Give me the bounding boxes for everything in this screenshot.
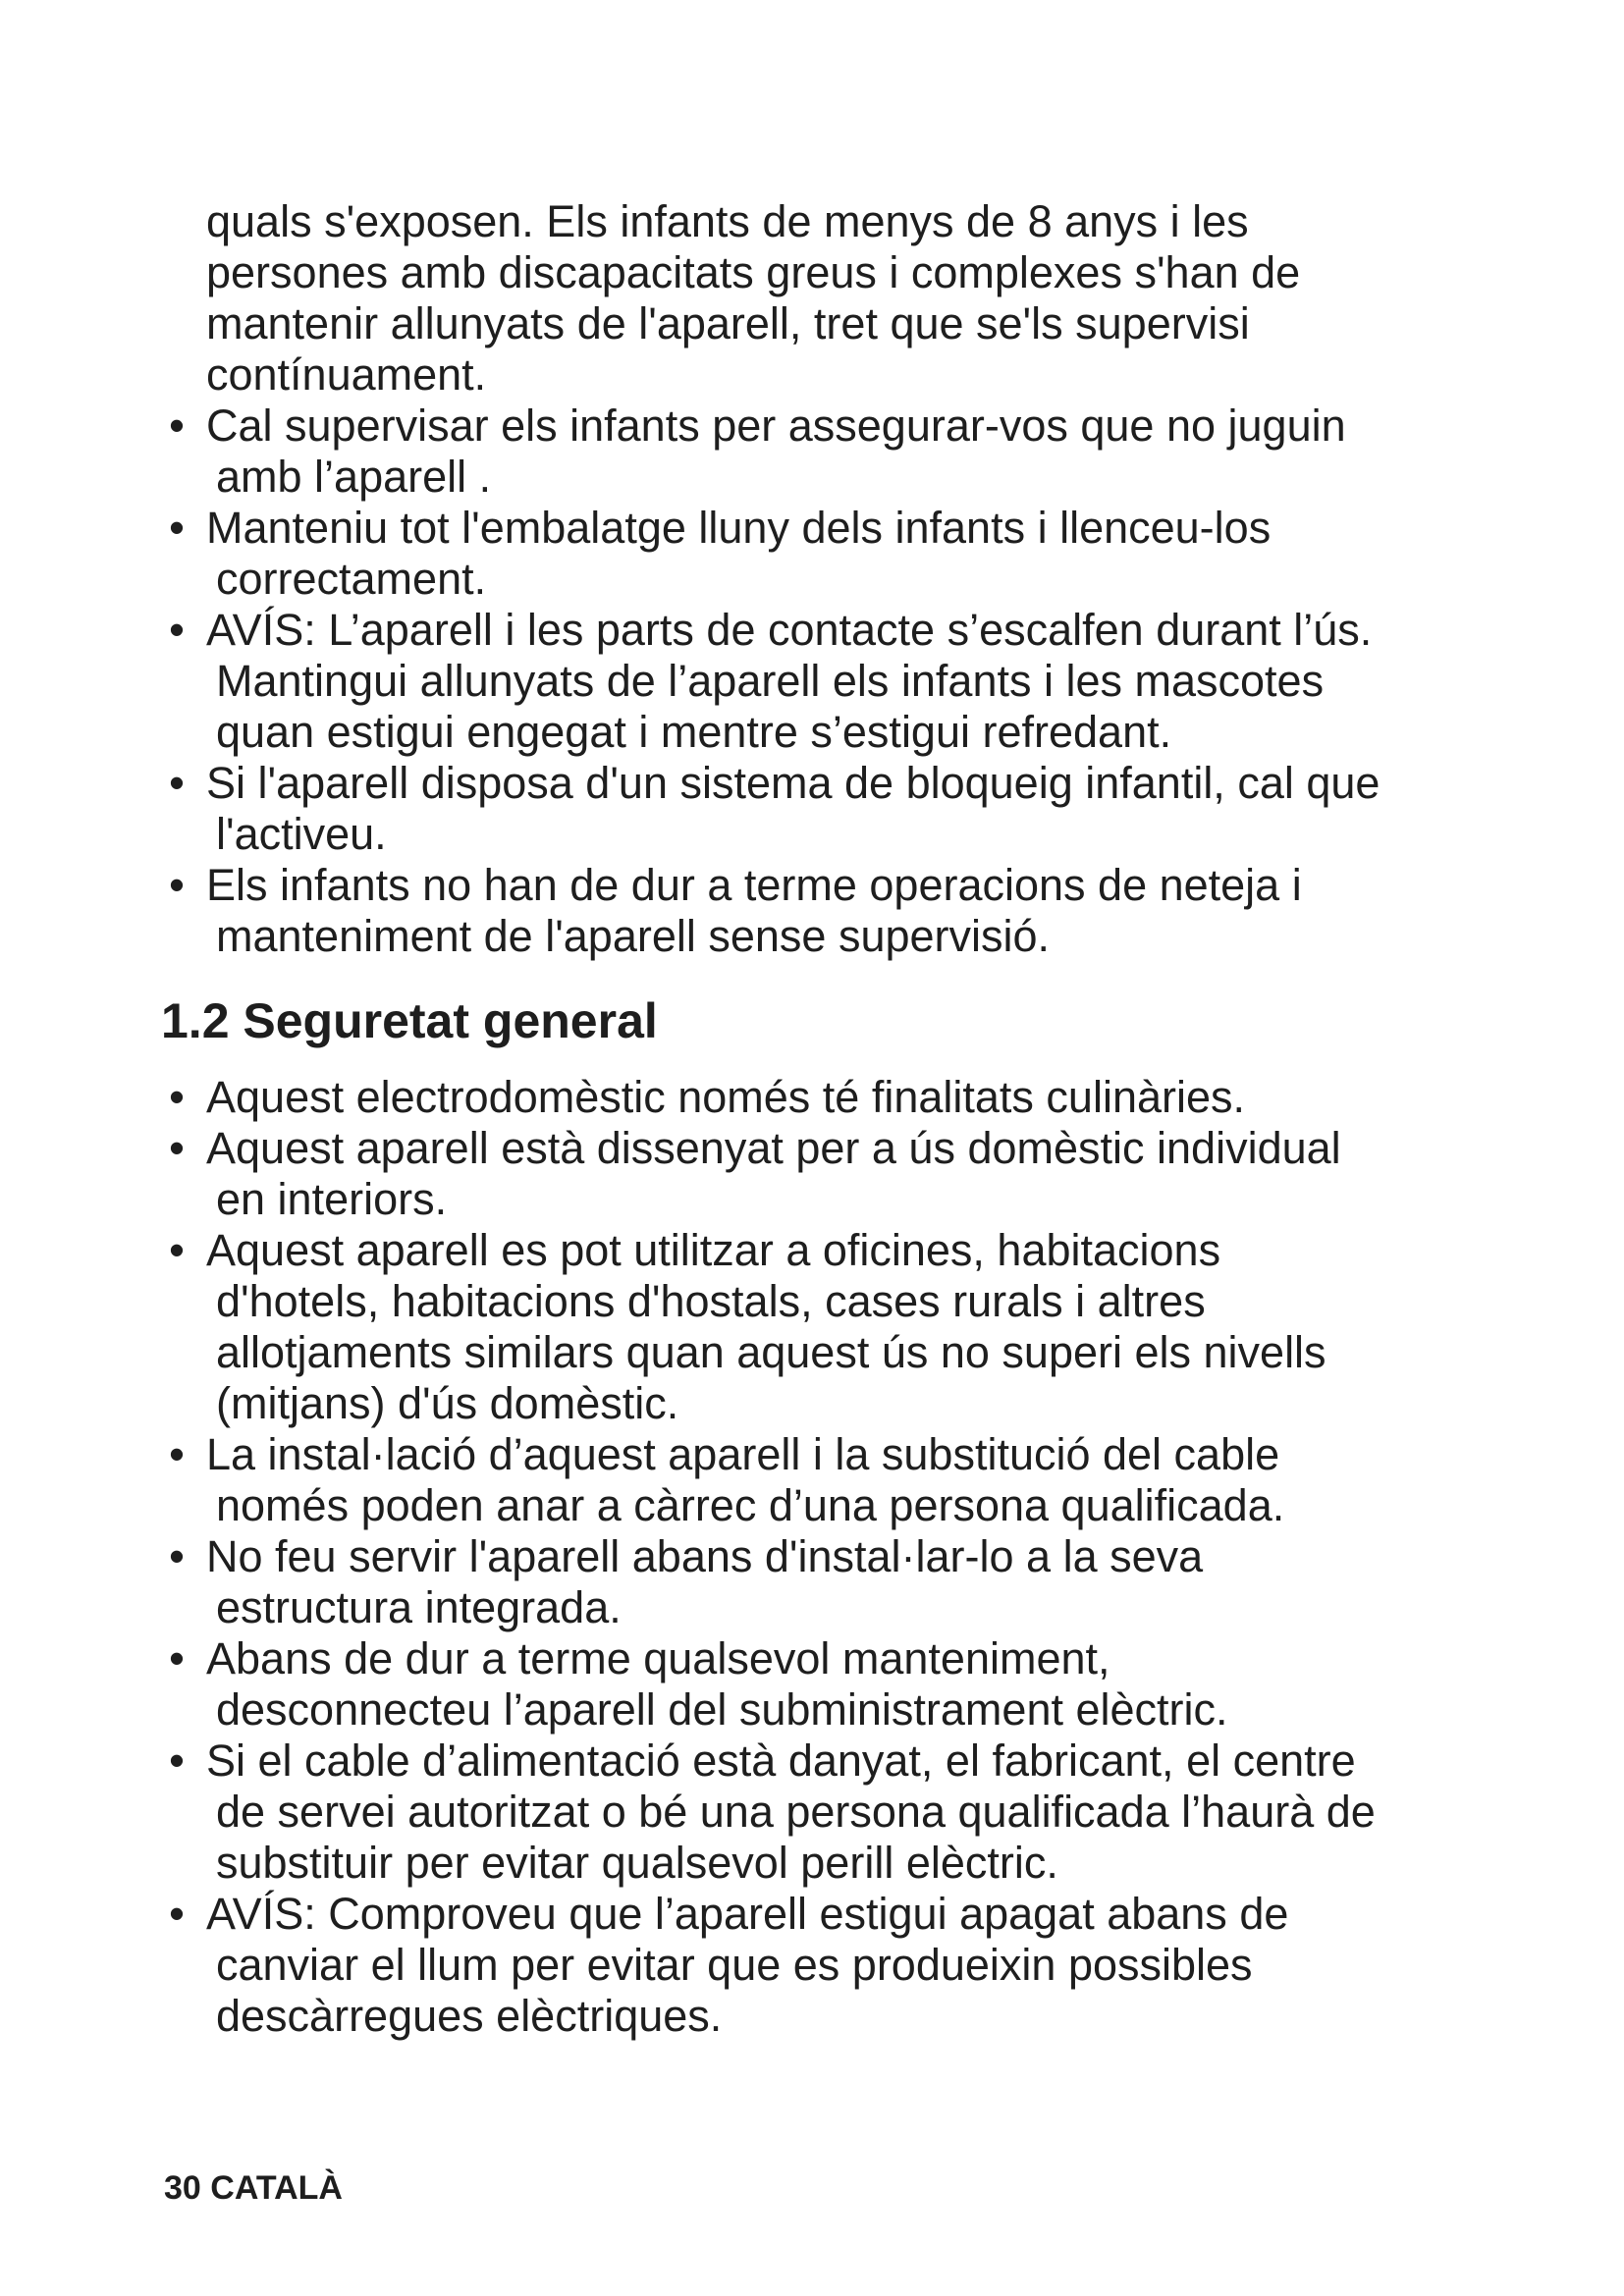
list-item — [157, 1072, 1492, 1123]
item-line: només poden anar a càrrec d’una persona qualificada. — [216, 1480, 1285, 1530]
item-line: No feu servir l'aparell abans d'instal·lar-lo a la seva — [206, 1531, 1204, 1581]
list-item — [157, 1633, 1492, 1735]
list-item — [157, 758, 1492, 860]
item-line: correctament. — [216, 554, 487, 604]
bullet-icon: • — [169, 1225, 185, 1275]
item-line: manteniment de l'aparell sense supervisió. — [216, 911, 1051, 961]
bullet-icon: • — [169, 1531, 185, 1581]
list-item — [157, 1123, 1492, 1225]
intro-line: persones amb discapacitats greus i complexes s'han de — [206, 247, 1301, 297]
list-item — [157, 503, 1492, 605]
bullet-icon: • — [169, 1735, 185, 1786]
item-line: Aquest electrodomèstic només té finalitats culinàries. — [206, 1072, 1246, 1122]
item-line: Cal supervisar els infants per assegurar-vos que no juguin — [206, 400, 1346, 451]
item-line: Els infants no han de dur a terme operacions de neteja i — [206, 860, 1302, 910]
item-line: La instal·lació d’aquest aparell i la substitució del cable — [206, 1429, 1280, 1479]
item-line: Si l'aparell disposa d'un sistema de bloqueig infantil, cal que — [206, 758, 1380, 808]
bullet-icon: • — [169, 758, 185, 808]
item-line: (mitjans) d'ús domèstic. — [216, 1378, 679, 1428]
list-item — [157, 1531, 1492, 1633]
bullet-icon: • — [169, 605, 185, 655]
item-line: substituir per evitar qualsevol perill elèctric. — [216, 1838, 1058, 1888]
list-item — [157, 605, 1492, 758]
item-line: l'activeu. — [216, 809, 387, 859]
list-item — [157, 1225, 1492, 1429]
item-line: Aquest aparell es pot utilitzar a oficines, habitacions — [206, 1225, 1221, 1275]
list-item — [157, 860, 1492, 962]
item-line: estructura integrada. — [216, 1582, 622, 1632]
bullet-icon: • — [169, 1889, 185, 1939]
intro-line: mantenir allunyats de l'aparell, tret que se'ls supervisi — [206, 298, 1250, 348]
bullet-icon: • — [169, 503, 185, 553]
item-line: quan estigui engegat i mentre s’estigui refredant. — [216, 707, 1172, 757]
section-heading: 1.2 Seguretat general — [161, 993, 658, 1048]
item-line: en interiors. — [216, 1174, 448, 1224]
list-item — [157, 1735, 1492, 1889]
bullet-icon: • — [169, 1633, 185, 1683]
intro-line: quals s'exposen. Els infants de menys de 8 anys i les — [206, 196, 1249, 246]
item-line: amb l’aparell . — [216, 452, 492, 502]
item-line: d'hotels, habitacions d'hostals, cases rurals i altres — [216, 1276, 1206, 1326]
list-item — [157, 1429, 1492, 1531]
item-line: canviar el llum per evitar que es produeixin possibles — [216, 1940, 1253, 1990]
item-line: AVÍS: L’aparell i les parts de contacte s’escalfen durant l’ús. — [206, 605, 1373, 655]
item-line: AVÍS: Comproveu que l’aparell estigui apagat abans de — [206, 1889, 1289, 1939]
item-line: Si el cable d’alimentació està danyat, el fabricant, el centre — [206, 1735, 1356, 1786]
bullet-icon: • — [169, 1123, 185, 1173]
bullet-icon: • — [169, 1072, 185, 1122]
bullet-icon: • — [169, 860, 185, 910]
intro-line: contínuament. — [206, 349, 487, 400]
child-safety-list — [157, 400, 1492, 962]
list-item — [157, 400, 1492, 503]
list-item — [157, 1889, 1492, 2042]
item-line: allotjaments similars quan aquest ús no superi els nivells — [216, 1327, 1326, 1377]
bullet-icon: • — [169, 400, 185, 451]
bullet-icon: • — [169, 1429, 185, 1479]
intro-continuation — [206, 196, 1483, 400]
page-number-footer: 30 CATALÀ — [164, 2169, 343, 2207]
item-line: de servei autoritzat o bé una persona qualificada l’haurà de — [216, 1787, 1376, 1837]
item-line: Mantingui allunyats de l’aparell els infants i les mascotes — [216, 656, 1325, 706]
item-line: Manteniu tot l'embalatge lluny dels infants i llenceu-los — [206, 503, 1272, 553]
item-line: Abans de dur a terme qualsevol manteniment, — [206, 1633, 1110, 1683]
item-line: desconnecteu l’aparell del subministrament elèctric. — [216, 1684, 1228, 1735]
item-line: descàrregues elèctriques. — [216, 1991, 723, 2041]
item-line: Aquest aparell està dissenyat per a ús domèstic individual — [206, 1123, 1341, 1173]
general-safety-list — [157, 1072, 1492, 2042]
